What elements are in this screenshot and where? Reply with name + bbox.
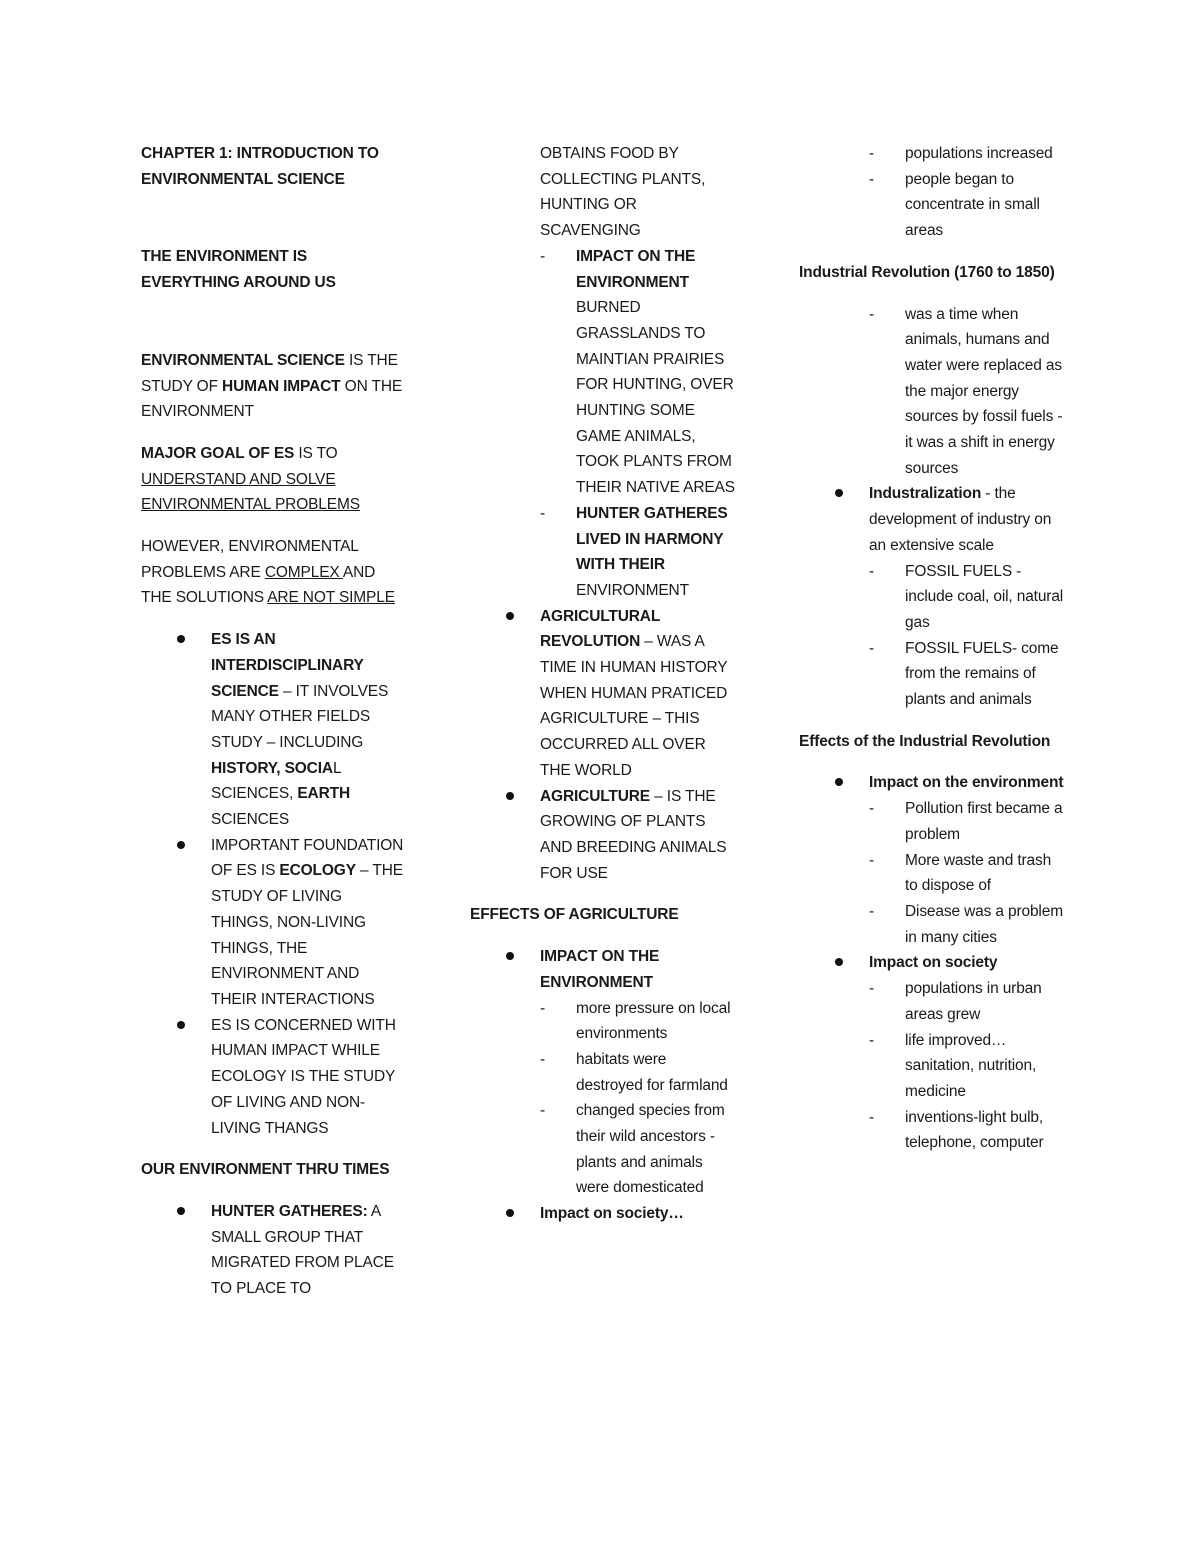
es-term: ENVIRONMENTAL SCIENCE — [141, 351, 345, 369]
social-sciences-text: L SCIENCES, — [211, 759, 341, 803]
ir-soc-dash-list — [869, 976, 1064, 1156]
history-social-term: HISTORY, SOCIA — [211, 759, 333, 777]
harmony-term: HUNTER GATHERES LIVED IN HARMONY WITH THEIR — [576, 504, 728, 574]
complex-underlined: COMPLEX — [264, 563, 343, 581]
list-item — [799, 481, 1064, 712]
ecology-def: – THE STUDY OF LIVING THINGS, NON-LIVING THINGS, THE ENVIRONMENT AND THEIR INTERACTIONS — [211, 862, 403, 1008]
major-goal-term: MAJOR GOAL OF ES — [141, 444, 295, 462]
list-item: - was a time when animals, humans and water were replaced as the major energy sources by fossil fuels - it was a shift in energy sources — [799, 302, 1064, 482]
concerned-text: ES IS CONCERNED WITH HUMAN IMPACT WHILE ECOLOGY IS THE STUDY OF LIVING AND NON-LIVING THANGS — [211, 1016, 396, 1137]
list-item — [470, 1201, 735, 1227]
list-item — [470, 604, 735, 784]
agriculture-text: – IS THE GROWING OF PLANTS AND BREEDING ANIMALS FOR USE — [540, 787, 727, 882]
earth-term: EARTH — [297, 785, 350, 803]
however-paragraph — [141, 534, 406, 611]
earth-sciences-text: SCIENCES — [211, 811, 290, 829]
industrialization-term: Industralization — [869, 485, 982, 503]
list-item: - FOSSIL FUELS - include coal, oil, natural gas — [869, 559, 1064, 636]
list-item: - Disease was a problem in many cities — [869, 899, 1064, 950]
es-bullet-list — [141, 627, 406, 1141]
es-definition — [141, 348, 406, 425]
section-heading-effects-ir: Effects of the Industrial Revolution — [799, 732, 1051, 750]
chapter-label: CHAPTER 1 — [141, 145, 228, 162]
es-def-end: ON THE ENVIRONMENT — [141, 377, 403, 421]
agriculture-term: AGRICULTURE — [540, 787, 650, 805]
major-goal-text: IS TO — [294, 444, 338, 462]
effects-ir-list — [799, 770, 1064, 1156]
list-item — [470, 244, 735, 501]
ir-env-dash-list — [869, 796, 1064, 950]
human-impact-term: HUMAN IMPACT — [222, 377, 341, 395]
list-item — [799, 950, 1064, 1156]
column-2 — [470, 141, 735, 1243]
major-goal — [141, 441, 406, 518]
list-item: - changed species from their wild ancestors - plants and animals were domesticated — [540, 1098, 735, 1201]
ag-revolution-term: AGRICULTURAL REVOLUTION — [540, 607, 660, 651]
ecology-term: ECOLOGY — [279, 862, 356, 880]
list-item: - people began to concentrate in small areas — [799, 167, 1064, 244]
list-item: - habitats were destroyed for farmland — [540, 1047, 735, 1098]
not-simple-underlined: ARE NOT SIMPLE — [267, 589, 395, 607]
hunter-dash-list — [470, 244, 735, 604]
list-item — [141, 1013, 406, 1142]
environment-definition — [141, 244, 406, 295]
ir-impact-env-heading: Impact on the environment — [869, 774, 1064, 792]
section-heading-industrial-revolution: Industrial Revolution (1760 to 1850) — [799, 263, 1055, 281]
environment-definition-text: THE ENVIRONMENT IS EVERYTHING AROUND US — [141, 248, 336, 292]
impact-env-text: BURNED GRASSLANDS TO MAINTIAN PRAIRIES FOR HUNTING, OVER HUNTING SOME GAME ANIMALS, TOOK PLANTS FROM THEIR NATIVE AREAS — [576, 299, 735, 497]
however-text-a: HOWEVER, ENVIRONMENTAL PROBLEMS ARE — [141, 538, 359, 581]
impact-env-heading: IMPACT ON THE ENVIRONMENT — [540, 948, 660, 991]
agriculture-list — [470, 604, 735, 887]
es-def-text: IS THE STUDY OF — [141, 351, 398, 395]
list-item: - populations in urban areas grew — [869, 976, 1064, 1027]
hunter-gatheres-term: HUNTER GATHERES: — [211, 1202, 368, 1220]
column-3 — [799, 141, 1064, 1172]
list-item — [470, 501, 735, 604]
impact-society-heading: Impact on society… — [540, 1205, 684, 1223]
ir-dash-list — [799, 302, 1064, 482]
interdisciplinary-term: ES IS AN INTERDISCIPLINARY SCIENCE — [211, 631, 364, 700]
list-item: - More waste and trash to dispose of — [869, 848, 1064, 899]
list-item — [470, 944, 735, 1201]
list-item: - Pollution first became a problem — [869, 796, 1064, 847]
list-item: - life improved… sanitation, nutrition, medicine — [869, 1028, 1064, 1105]
society-dash-list — [799, 141, 1064, 244]
chapter-title — [141, 141, 406, 192]
industrialization-text: - the development of industry on an extensive scale — [869, 485, 1052, 554]
list-item — [141, 833, 406, 1013]
section-heading-thru-times: OUR ENVIRONMENT THRU TIMES — [141, 1161, 390, 1179]
effects-agriculture-list — [470, 944, 735, 1227]
major-goal-underlined: UNDERSTAND AND SOLVE ENVIRONMENTAL PROBLEMS — [141, 470, 360, 514]
list-item — [470, 784, 735, 887]
list-item: - more pressure on local environments — [540, 996, 735, 1047]
column-1 — [141, 141, 406, 1318]
industrialization-list — [799, 481, 1064, 712]
ag-revolution-text: – WAS A TIME IN HUMAN HISTORY WHEN HUMAN PRATICED AGRICULTURE – THIS OCCURRED ALL OVER THE WORLD — [540, 633, 728, 779]
list-item: - FOSSIL FUELS- come from the remains of plants and animals — [869, 636, 1064, 713]
chapter-title-text: : INTRODUCTION TO ENVIRONMENTAL SCIENCE — [141, 145, 379, 188]
interdisciplinary-text: – IT INVOLVES MANY OTHER FIELDS STUDY – INCLUDING — [211, 682, 389, 751]
foundation-text: IMPORTANT FOUNDATION OF ES IS — [211, 836, 404, 880]
list-item — [141, 627, 406, 833]
harmony-text: ENVIRONMENT — [576, 581, 689, 599]
hunter-gatheres-text: A SMALL GROUP THAT MIGRATED FROM PLACE TO PLACE TO — [211, 1202, 394, 1298]
list-item — [141, 1199, 406, 1302]
list-item: - populations increased — [799, 141, 1064, 167]
list-item — [799, 770, 1064, 950]
hunter-list — [141, 1199, 406, 1302]
impact-env-term: IMPACT ON THE ENVIRONMENT — [576, 247, 696, 291]
hunter-continued: OBTAINS FOOD BY COLLECTING PLANTS, HUNTING OR SCAVENGING — [540, 145, 706, 240]
list-item: - inventions-light bulb, telephone, computer — [869, 1105, 1064, 1156]
ir-impact-society-heading: Impact on society — [869, 954, 998, 972]
ag-env-dash-list — [540, 996, 735, 1202]
however-text-b: AND THE SOLUTIONS — [141, 563, 376, 607]
fossil-dash-list — [869, 559, 1064, 713]
section-heading-effects-agriculture: EFFECTS OF AGRICULTURE — [470, 906, 679, 924]
